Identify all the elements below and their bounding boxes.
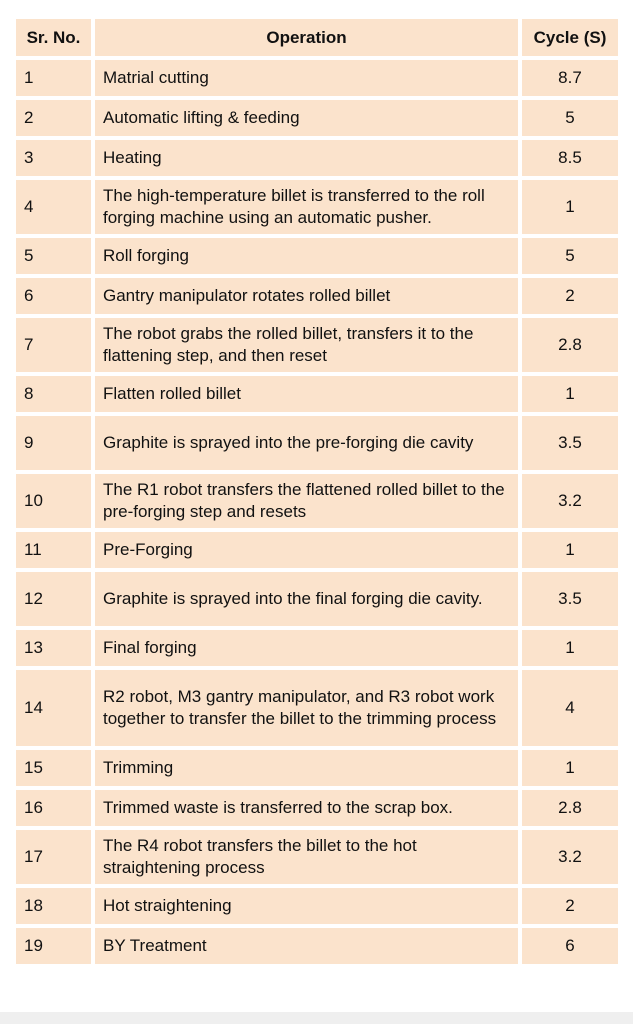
table-row (16, 750, 618, 786)
cell-cycle: 3.5 (522, 416, 618, 470)
cell-sr-no: 3 (16, 140, 91, 176)
cell-operation: R2 robot, M3 gantry manipulator, and R3 robot work together to transfer the billet to the trimming process (95, 670, 518, 746)
table-row (16, 532, 618, 568)
cell-sr-no: 17 (16, 830, 91, 884)
cell-operation: Gantry manipulator rotates rolled billet (95, 278, 518, 314)
cell-cycle: 1 (522, 532, 618, 568)
table-row (16, 100, 618, 136)
cell-cycle: 2.8 (522, 318, 618, 372)
operations-cycle-table (12, 15, 622, 968)
table-row (16, 180, 618, 234)
cell-sr-no: 2 (16, 100, 91, 136)
cell-operation: BY Treatment (95, 928, 518, 964)
cell-sr-no: 6 (16, 278, 91, 314)
table-row (16, 376, 618, 412)
table-row (16, 790, 618, 826)
table-row (16, 630, 618, 666)
table-row (16, 928, 618, 964)
header-cycle: Cycle (S) (522, 19, 618, 56)
table-header-row (16, 19, 618, 56)
cell-operation: Final forging (95, 630, 518, 666)
cell-operation: Hot straightening (95, 888, 518, 924)
cell-operation: Graphite is sprayed into the final forging die cavity. (95, 572, 518, 626)
cell-operation: The R4 robot transfers the billet to the hot straightening process (95, 830, 518, 884)
cell-operation: Flatten rolled billet (95, 376, 518, 412)
table-row (16, 830, 618, 884)
cell-sr-no: 5 (16, 238, 91, 274)
table-row (16, 416, 618, 470)
cell-sr-no: 9 (16, 416, 91, 470)
cell-cycle: 4 (522, 670, 618, 746)
cell-sr-no: 8 (16, 376, 91, 412)
cell-operation: The R1 robot transfers the flattened rolled billet to the pre-forging step and resets (95, 474, 518, 528)
cell-operation: Heating (95, 140, 518, 176)
cell-sr-no: 11 (16, 532, 91, 568)
cell-cycle: 1 (522, 630, 618, 666)
cell-cycle: 8.7 (522, 60, 618, 96)
cell-sr-no: 15 (16, 750, 91, 786)
cell-operation: Roll forging (95, 238, 518, 274)
table-row (16, 888, 618, 924)
cell-sr-no: 14 (16, 670, 91, 746)
cell-sr-no: 12 (16, 572, 91, 626)
cell-sr-no: 7 (16, 318, 91, 372)
cell-sr-no: 10 (16, 474, 91, 528)
cell-cycle: 8.5 (522, 140, 618, 176)
cell-cycle: 5 (522, 238, 618, 274)
header-operation: Operation (95, 19, 518, 56)
table-row (16, 140, 618, 176)
cell-sr-no: 18 (16, 888, 91, 924)
table-row (16, 318, 618, 372)
cell-operation: Trimmed waste is transferred to the scrap box. (95, 790, 518, 826)
cell-cycle: 1 (522, 180, 618, 234)
cell-sr-no: 1 (16, 60, 91, 96)
cell-cycle: 1 (522, 376, 618, 412)
cell-cycle: 2 (522, 888, 618, 924)
table-row (16, 238, 618, 274)
table-row (16, 474, 618, 528)
table-row (16, 60, 618, 96)
cell-operation: The high-temperature billet is transferred to the roll forging machine using an automatic pusher. (95, 180, 518, 234)
cell-cycle: 2.8 (522, 790, 618, 826)
table-row (16, 670, 618, 746)
cell-operation: The robot grabs the rolled billet, transfers it to the flattening step, and then reset (95, 318, 518, 372)
cell-operation: Trimming (95, 750, 518, 786)
cell-operation: Graphite is sprayed into the pre-forging die cavity (95, 416, 518, 470)
cell-operation: Pre-Forging (95, 532, 518, 568)
cell-cycle: 3.2 (522, 474, 618, 528)
cell-cycle: 5 (522, 100, 618, 136)
cell-cycle: 3.2 (522, 830, 618, 884)
cell-sr-no: 4 (16, 180, 91, 234)
cell-cycle: 3.5 (522, 572, 618, 626)
table-row (16, 278, 618, 314)
cell-cycle: 6 (522, 928, 618, 964)
cell-sr-no: 13 (16, 630, 91, 666)
table-row (16, 572, 618, 626)
cell-cycle: 1 (522, 750, 618, 786)
cell-operation: Matrial cutting (95, 60, 518, 96)
cell-operation: Automatic lifting & feeding (95, 100, 518, 136)
cell-sr-no: 16 (16, 790, 91, 826)
header-sr-no: Sr. No. (16, 19, 91, 56)
cell-sr-no: 19 (16, 928, 91, 964)
cell-cycle: 2 (522, 278, 618, 314)
